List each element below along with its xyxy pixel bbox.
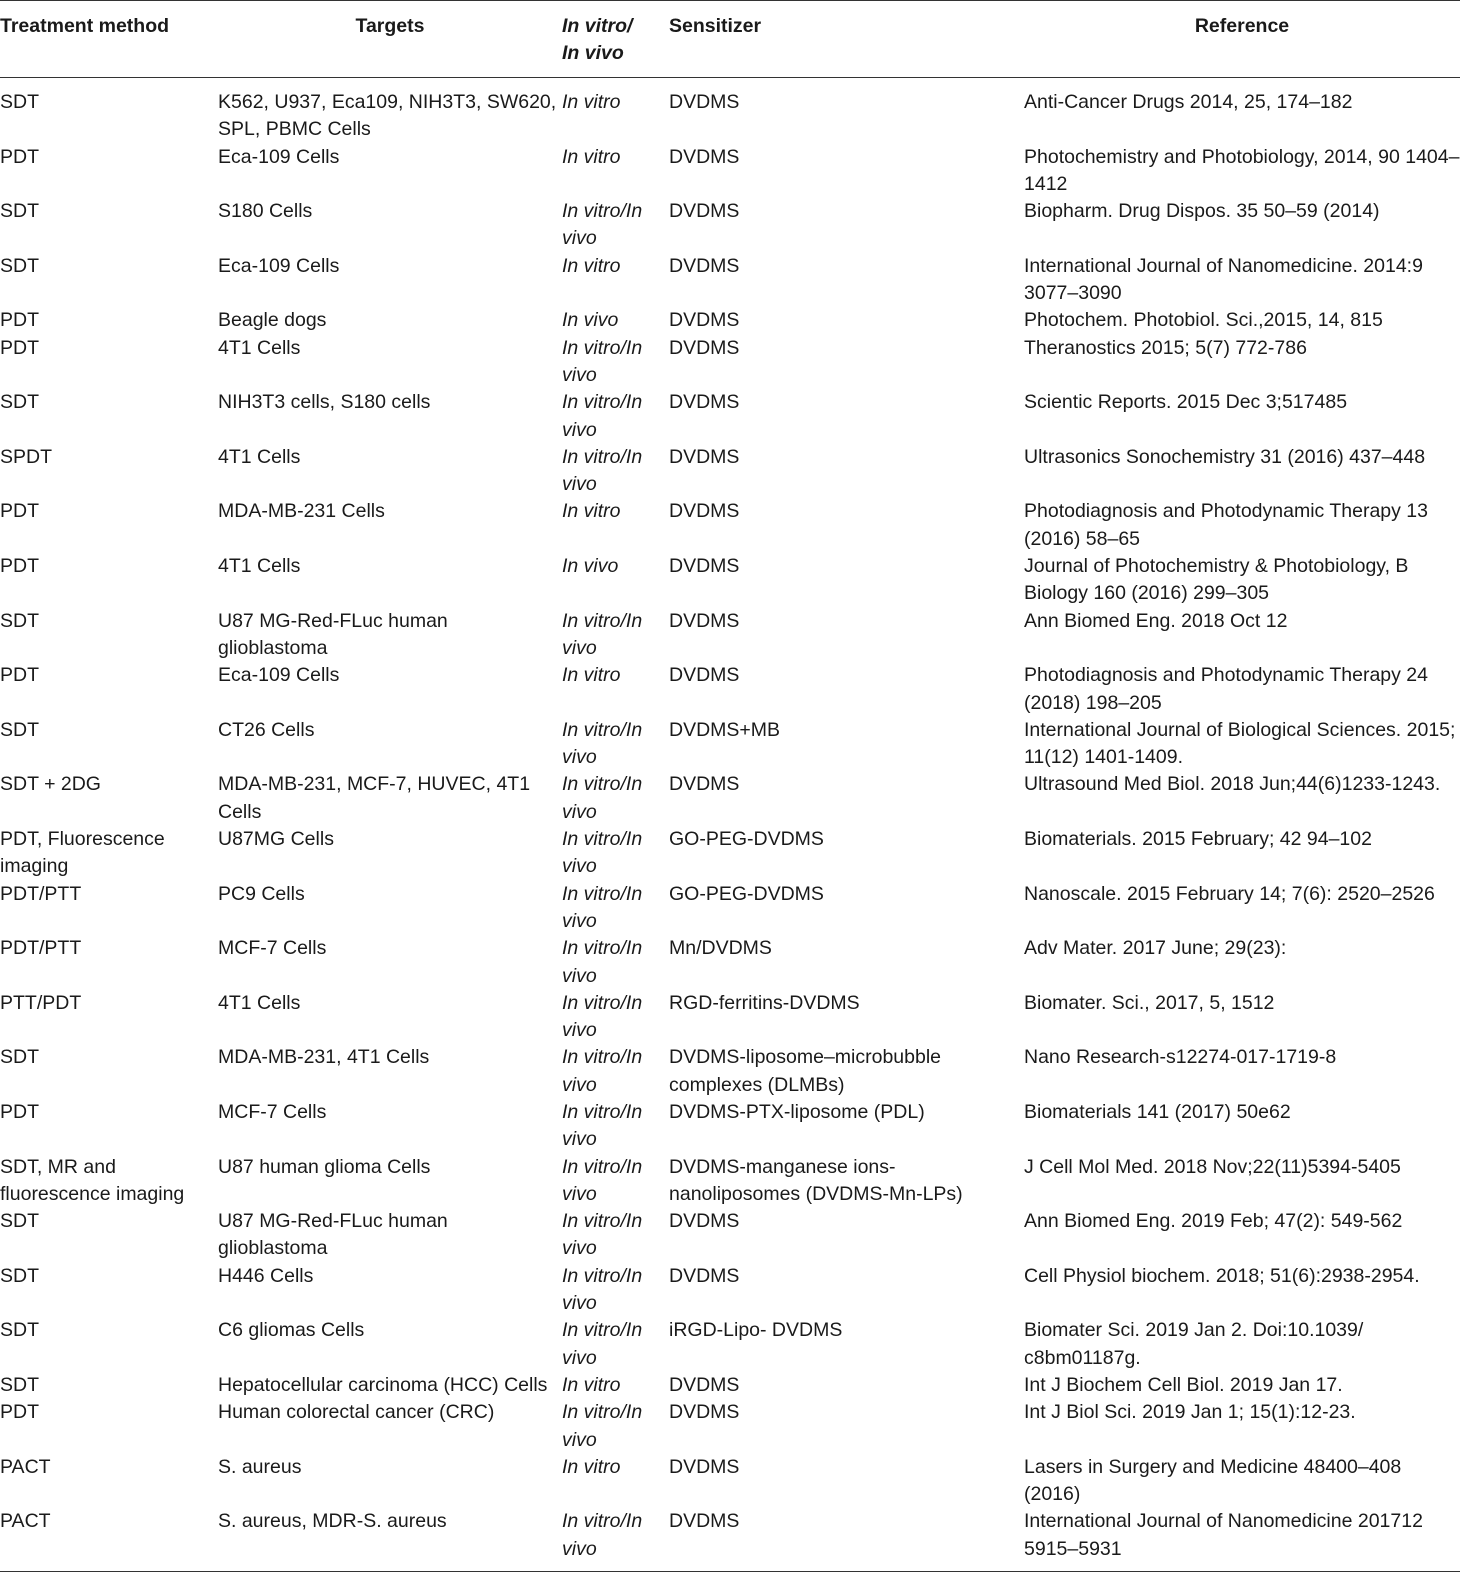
cell-treatment-method: SDT xyxy=(0,254,39,277)
cell-reference: Biomater. Sci., 2017, 5, 1512 xyxy=(1024,991,1275,1014)
table-row xyxy=(0,1399,1460,1454)
cell-invitro-invivo: In vitro/In vivo xyxy=(562,1264,643,1315)
cell-reference: Lasers in Surgery and Medicine 48400–408 (2016) xyxy=(1024,1455,1402,1506)
cell-sensitizer: DVDMS xyxy=(669,445,740,468)
cell-targets: 4T1 Cells xyxy=(218,991,301,1014)
cell-invitro-invivo: In vitro/In vivo xyxy=(562,609,643,659)
cell-targets: 4T1 Cells xyxy=(218,336,301,359)
table-row xyxy=(0,662,1460,717)
table-row xyxy=(0,990,1460,1045)
table-row xyxy=(0,78,1460,144)
table-body xyxy=(0,78,1460,1572)
cell-reference: Biomaterials. 2015 February; 42 94–102 xyxy=(1024,828,1372,851)
cell-targets: NIH3T3 cells, S180 cells xyxy=(218,391,431,414)
cell-sensitizer: DVDMS xyxy=(669,555,740,578)
cell-targets: CT26 Cells xyxy=(218,718,315,741)
cell-sensitizer: DVDMS+MB xyxy=(669,718,781,741)
header-row xyxy=(0,1,1460,78)
table-row xyxy=(0,1263,1460,1318)
cell-sensitizer: DVDMS-PTX-liposome (PDL) xyxy=(669,1100,925,1123)
cell-targets: Beagle dogs xyxy=(218,309,327,332)
cell-treatment-method: PDT xyxy=(0,664,39,687)
cell-targets: Eca-109 Cells xyxy=(218,145,340,168)
table-row xyxy=(0,717,1460,772)
cell-treatment-method: PDT xyxy=(0,145,39,168)
cell-targets: K562, U937, Eca109, NIH3T3, SW620, SPL, PBMC Cells xyxy=(218,91,557,141)
cell-reference: J Cell Mol Med. 2018 Nov;22(11)5394-5405 xyxy=(1024,1155,1401,1178)
cell-treatment-method: PDT, Fluorescence imaging xyxy=(0,828,165,878)
cell-treatment-method: SDT xyxy=(0,200,39,223)
cell-targets: MCF-7 Cells xyxy=(218,937,327,960)
cell-sensitizer: Mn/DVDMS xyxy=(669,937,772,960)
table-row xyxy=(0,389,1460,444)
table-row xyxy=(0,1099,1460,1154)
table-row xyxy=(0,881,1460,936)
cell-invitro-invivo: In vitro xyxy=(562,145,621,168)
cell-sensitizer: RGD-ferritins-DVDMS xyxy=(669,991,860,1014)
cell-invitro-invivo: In vitro xyxy=(562,254,621,277)
table-row xyxy=(0,144,1460,199)
cell-invitro-invivo: In vivo xyxy=(562,555,619,578)
cell-targets: PC9 Cells xyxy=(218,882,305,905)
cell-reference: Biomater Sci. 2019 Jan 2. Doi:10.1039/ c8bm01187g. xyxy=(1024,1319,1364,1369)
cell-targets: S. aureus, MDR-S. aureus xyxy=(218,1508,562,1571)
cell-reference: Photochemistry and Photobiology, 2014, 90 1404–1412 xyxy=(1024,145,1460,195)
cell-invitro-invivo: In vitro/In vivo xyxy=(562,991,643,1042)
cell-reference: Ultrasonics Sonochemistry 31 (2016) 437–448 xyxy=(1024,445,1426,468)
cell-invitro-invivo: In vitro/In vivo xyxy=(562,1508,669,1571)
cell-treatment-method: PDT xyxy=(0,309,39,332)
cell-invitro-invivo: In vitro/In vivo xyxy=(562,336,643,386)
table-header xyxy=(0,1,1460,78)
cell-targets: 4T1 Cells xyxy=(218,445,301,468)
cell-sensitizer: DVDMS xyxy=(669,1373,740,1396)
cell-invitro-invivo: In vitro/In vivo xyxy=(562,200,643,250)
cell-sensitizer: iRGD-Lipo- DVDMS xyxy=(669,1319,843,1342)
cell-targets: MDA-MB-231 Cells xyxy=(218,500,385,523)
cell-treatment-method: PDT/PTT xyxy=(0,937,82,960)
table-row xyxy=(0,1317,1460,1372)
cell-targets: U87 MG-Red-FLuc human glioblastoma xyxy=(218,1210,448,1260)
cell-treatment-method: SDT xyxy=(0,1319,39,1342)
cell-reference: Adv Mater. 2017 June; 29(23): xyxy=(1024,937,1287,960)
cell-sensitizer: DVDMS xyxy=(669,336,740,359)
table-row xyxy=(0,1154,1460,1209)
cell-sensitizer: DVDMS xyxy=(669,1264,740,1287)
cell-invitro-invivo: In vitro/In vivo xyxy=(562,828,643,878)
cell-sensitizer: GO-PEG-DVDMS xyxy=(669,828,824,851)
cell-invitro-invivo: In vitro/In vivo xyxy=(562,882,643,932)
cell-invitro-invivo: In vitro/In vivo xyxy=(562,1319,643,1369)
cell-reference: Ann Biomed Eng. 2019 Feb; 47(2): 549-562 xyxy=(1024,1210,1403,1233)
table-row xyxy=(0,826,1460,881)
header-invitro-invivo xyxy=(562,1,669,78)
cell-targets: C6 gliomas Cells xyxy=(218,1319,365,1342)
header-invitro-line1: In vitro/ xyxy=(562,15,633,37)
cell-reference: Anti-Cancer Drugs 2014, 25, 174–182 xyxy=(1024,91,1353,113)
cell-invitro-invivo: In vitro/In vivo xyxy=(562,1046,643,1096)
cell-sensitizer: DVDMS xyxy=(669,773,740,796)
table-row xyxy=(0,1508,1460,1571)
cell-reference: Cell Physiol biochem. 2018; 51(6):2938-2954. xyxy=(1024,1264,1420,1287)
cell-targets: Eca-109 Cells xyxy=(218,664,340,687)
cell-invitro-invivo: In vitro/In vivo xyxy=(562,1210,643,1260)
table-row xyxy=(0,935,1460,990)
cell-sensitizer: DVDMS xyxy=(669,1508,1024,1571)
cell-targets: S. aureus xyxy=(218,1455,302,1478)
cell-treatment-method: SDT xyxy=(0,1264,39,1287)
cell-treatment-method: SDT xyxy=(0,1046,39,1069)
cell-reference: Int J Biol Sci. 2019 Jan 1; 15(1):12-23. xyxy=(1024,1401,1356,1424)
cell-targets: U87 human glioma Cells xyxy=(218,1155,431,1178)
cell-sensitizer: DVDMS xyxy=(669,200,740,223)
cell-invitro-invivo: In vitro/In vivo xyxy=(562,937,643,987)
cell-targets: H446 Cells xyxy=(218,1264,314,1287)
header-invitro-line2: In vivo xyxy=(562,42,624,64)
table-row xyxy=(0,1454,1460,1509)
cell-sensitizer: DVDMS-liposome–microbubble complexes (DLMBs) xyxy=(669,1046,942,1096)
table-row xyxy=(0,1372,1460,1399)
cell-invitro-invivo: In vitro/In vivo xyxy=(562,1100,643,1151)
table-row xyxy=(0,307,1460,334)
cell-reference: Photochem. Photobiol. Sci.,2015, 14, 815 xyxy=(1024,309,1383,332)
table-row xyxy=(0,498,1460,553)
cell-invitro-invivo: In vitro/In vivo xyxy=(562,1155,643,1205)
cell-sensitizer: DVDMS xyxy=(669,309,740,332)
table-row xyxy=(0,1044,1460,1099)
cell-treatment-method: PDT xyxy=(0,336,39,359)
cell-reference: Biomaterials 141 (2017) 50e62 xyxy=(1024,1100,1291,1123)
cell-sensitizer: DVDMS xyxy=(669,145,740,168)
table-row xyxy=(0,771,1460,826)
cell-sensitizer: DVDMS xyxy=(669,500,740,523)
cell-invitro-invivo: In vitro xyxy=(562,500,621,523)
cell-invitro-invivo: In vitro/In vivo xyxy=(562,445,643,496)
header-sensitizer: Sensitizer xyxy=(669,1,1024,78)
cell-reference: Theranostics 2015; 5(7) 772-786 xyxy=(1024,336,1307,359)
cell-treatment-method: SDT, MR and fluorescence imaging xyxy=(0,1155,185,1205)
cell-treatment-method: PACT xyxy=(0,1508,218,1571)
header-targets: Targets xyxy=(218,1,562,78)
cell-invitro-invivo: In vitro xyxy=(562,1373,621,1396)
table-row xyxy=(0,198,1460,253)
cell-treatment-method: SDT xyxy=(0,91,39,113)
cell-treatment-method: SPDT xyxy=(0,445,53,468)
cell-targets: Eca-109 Cells xyxy=(218,254,340,277)
cell-treatment-method: PDT xyxy=(0,500,39,523)
cell-reference: International Journal of Nanomedicine 201712 5915–5931 xyxy=(1024,1508,1460,1571)
cell-reference: Photodiagnosis and Photodynamic Therapy 13 (2016) 58–65 xyxy=(1024,500,1428,550)
cell-targets: S180 Cells xyxy=(218,200,313,223)
cell-treatment-method: PDT xyxy=(0,1401,39,1424)
cell-targets: U87 MG-Red-FLuc human glioblastoma xyxy=(218,609,448,659)
cell-reference: Nanoscale. 2015 February 14; 7(6): 2520–2526 xyxy=(1024,882,1435,905)
cell-sensitizer: DVDMS xyxy=(669,609,740,632)
cell-targets: Human colorectal cancer (CRC) xyxy=(218,1401,495,1424)
cell-sensitizer: DVDMS-manganese ions-nanoliposomes (DVDMS-Mn-LPs) xyxy=(669,1155,963,1205)
cell-invitro-invivo: In vitro xyxy=(562,1455,621,1478)
cell-treatment-method: SDT xyxy=(0,1210,39,1233)
cell-reference: Biopharm. Drug Dispos. 35 50–59 (2014) xyxy=(1024,200,1380,223)
cell-invitro-invivo: In vitro/In vivo xyxy=(562,391,643,441)
cell-sensitizer: DVDMS xyxy=(669,391,740,414)
table-row xyxy=(0,444,1460,499)
cell-targets: Hepatocellular carcinoma (HCC) Cells xyxy=(218,1373,548,1396)
cell-reference: Ultrasound Med Biol. 2018 Jun;44(6)1233-1243. xyxy=(1024,773,1441,796)
table-row xyxy=(0,1208,1460,1263)
cell-targets: U87MG Cells xyxy=(218,828,334,851)
cell-treatment-method: SDT + 2DG xyxy=(0,773,101,796)
cell-targets: MDA-MB-231, MCF-7, HUVEC, 4T1 Cells xyxy=(218,773,531,823)
table-row xyxy=(0,253,1460,308)
cell-invitro-invivo: In vivo xyxy=(562,309,619,332)
cell-reference: Scientic Reports. 2015 Dec 3;517485 xyxy=(1024,391,1348,414)
cell-sensitizer: DVDMS xyxy=(669,664,740,687)
cell-reference: Photodiagnosis and Photodynamic Therapy 24 (2018) 198–205 xyxy=(1024,664,1428,714)
cell-sensitizer: DVDMS xyxy=(669,1455,740,1478)
cell-treatment-method: PDT/PTT xyxy=(0,882,82,905)
cell-treatment-method: SDT xyxy=(0,391,39,414)
cell-targets: 4T1 Cells xyxy=(218,555,301,578)
cell-reference: Ann Biomed Eng. 2018 Oct 12 xyxy=(1024,609,1288,632)
cell-treatment-method: PACT xyxy=(0,1455,51,1478)
cell-treatment-method: SDT xyxy=(0,718,39,741)
cell-sensitizer: DVDMS xyxy=(669,1210,740,1233)
cell-invitro-invivo: In vitro xyxy=(562,91,621,113)
table-row xyxy=(0,608,1460,663)
cell-treatment-method: PTT/PDT xyxy=(0,991,82,1014)
cell-treatment-method: SDT xyxy=(0,1373,39,1396)
cell-reference: Journal of Photochemistry & Photobiology, B Biology 160 (2016) 299–305 xyxy=(1024,555,1409,605)
cell-invitro-invivo: In vitro xyxy=(562,664,621,687)
header-reference: Reference xyxy=(1024,1,1460,78)
cell-sensitizer: GO-PEG-DVDMS xyxy=(669,882,824,905)
cell-treatment-method: PDT xyxy=(0,555,39,578)
cell-targets: MCF-7 Cells xyxy=(218,1100,327,1123)
cell-sensitizer: DVDMS xyxy=(669,1401,740,1424)
cell-sensitizer: DVDMS xyxy=(669,91,740,113)
cell-reference: Nano Research-s12274-017-1719-8 xyxy=(1024,1046,1337,1069)
cell-targets: MDA-MB-231, 4T1 Cells xyxy=(218,1046,430,1069)
cell-treatment-method: SDT xyxy=(0,609,39,632)
cell-reference: International Journal of Nanomedicine. 2014:9 3077–3090 xyxy=(1024,254,1423,305)
cell-treatment-method: PDT xyxy=(0,1100,39,1123)
cell-invitro-invivo: In vitro/In vivo xyxy=(562,773,643,823)
table-row xyxy=(0,335,1460,390)
table-row xyxy=(0,553,1460,608)
cell-sensitizer: DVDMS xyxy=(669,254,740,277)
cell-reference: Int J Biochem Cell Biol. 2019 Jan 17. xyxy=(1024,1373,1343,1396)
cell-reference: International Journal of Biological Sciences. 2015; 11(12) 1401-1409. xyxy=(1024,718,1456,769)
cell-invitro-invivo: In vitro/In vivo xyxy=(562,1401,643,1451)
cell-invitro-invivo: In vitro/In vivo xyxy=(562,718,643,769)
header-treatment-method: Treatment method xyxy=(0,1,218,78)
